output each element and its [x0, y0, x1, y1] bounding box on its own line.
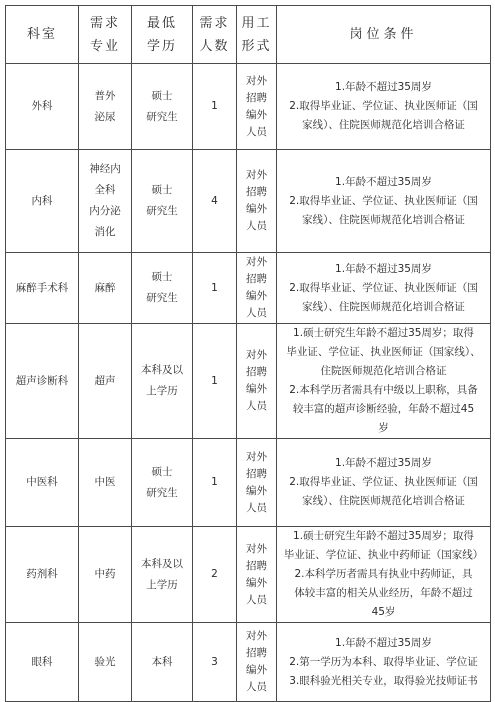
text-line: 内科 — [31, 194, 53, 207]
text-line: 2.取得毕业证、学位证、执业医师证（国 — [289, 100, 478, 112]
text-line: 2.本科学历者需具有执业中药师证，具 — [294, 568, 473, 580]
table-row — [6, 527, 491, 623]
text-line: 家线）、住院医师规范化培训合格证 — [302, 213, 465, 226]
text-line: 招聘 — [246, 366, 267, 378]
text-line: 1.年龄不超过35周岁 — [335, 457, 432, 469]
header-education — [132, 6, 193, 64]
text-line: 消化 — [94, 226, 116, 238]
text-line: 岁 — [378, 422, 389, 434]
text-line: 本科及以 — [141, 364, 183, 376]
text-line: 编外 — [246, 203, 267, 215]
text-line: 2.取得毕业证、学位证、执业医师证（国 — [289, 476, 478, 488]
conditions-cell — [277, 150, 491, 253]
header-row — [6, 6, 491, 64]
text-line: 普外 — [94, 89, 116, 102]
text-line: 对外 — [246, 74, 267, 87]
text-line: 1 — [211, 374, 218, 387]
text-line: 1.年龄不超过35周岁 — [335, 262, 432, 275]
conditions-cell — [277, 623, 491, 702]
text-line: 编外 — [246, 484, 267, 497]
conditions-cell — [277, 527, 491, 623]
text-line: 用工 — [241, 15, 272, 31]
text-line: 内分泌 — [89, 205, 121, 217]
major-cell — [79, 324, 132, 439]
text-line: 人员 — [246, 220, 267, 232]
text-line: 对外 — [246, 542, 267, 555]
text-line: 研究生 — [146, 205, 178, 217]
text-line: 硕士 — [151, 89, 173, 102]
table-row — [6, 439, 491, 527]
text-line: 全科 — [94, 184, 116, 196]
text-line: 麻醉 — [94, 281, 116, 294]
text-line: 硕士 — [151, 271, 173, 283]
text-line: 硕士 — [151, 465, 173, 478]
major-cell — [79, 623, 132, 702]
text-line: 招聘 — [246, 273, 267, 285]
text-line: 体较丰富的相关从业经历，年龄不超过 — [294, 587, 473, 599]
text-line: 较丰富的超声诊断经验，年龄不超过45 — [292, 403, 475, 415]
text-line: 编外 — [246, 664, 267, 676]
text-line: 人员 — [246, 501, 267, 514]
text-line: 研究生 — [146, 486, 178, 499]
text-line: 中药 — [94, 568, 116, 580]
text-line: 眼科 — [31, 655, 53, 668]
text-line: 2 — [211, 568, 218, 580]
text-line: 中医科 — [26, 476, 58, 488]
text-line: 招聘 — [246, 186, 267, 198]
education-cell — [132, 324, 193, 439]
text-line: 毕业证、学位证、执业中药师证（国家线） — [283, 549, 484, 561]
text-line: 编外 — [246, 108, 267, 121]
text-line: 科室 — [26, 27, 57, 42]
text-line: 上学历 — [146, 578, 178, 591]
count-cell — [193, 324, 237, 439]
text-line: 验光 — [94, 655, 116, 668]
text-line: 最低 — [146, 15, 177, 31]
text-line: 家线）、住院医师规范化培训合格证 — [302, 119, 465, 131]
text-line: 2.本科学历者需具有中级以上职称，具备 — [289, 384, 478, 396]
table-row — [6, 64, 491, 150]
education-cell — [132, 527, 193, 623]
text-line: 超声 — [94, 374, 116, 387]
text-line: 3 — [211, 655, 218, 668]
employment-form-cell — [237, 324, 277, 439]
conditions-cell — [277, 64, 491, 150]
text-line: 需求 — [89, 15, 120, 31]
conditions-cell — [277, 253, 491, 324]
text-line: 对外 — [246, 349, 267, 361]
major-cell — [79, 253, 132, 324]
education-cell — [132, 439, 193, 527]
text-line: 对外 — [246, 256, 267, 268]
major-cell — [79, 439, 132, 527]
text-line: 2.取得毕业证、学位证、执业医师证（国 — [289, 194, 478, 207]
text-line: 45岁 — [371, 606, 396, 618]
employment-form-cell — [237, 623, 277, 702]
text-line: 人员 — [246, 593, 267, 606]
text-line: 4 — [211, 194, 218, 207]
recruitment-table — [5, 5, 491, 702]
education-cell — [132, 253, 193, 324]
dept-cell — [6, 527, 79, 623]
text-line: 中医 — [94, 476, 116, 488]
text-line: 1 — [211, 476, 218, 488]
header-conditions — [277, 6, 491, 64]
text-line: 硕士 — [151, 184, 173, 196]
header-dept — [6, 6, 79, 64]
text-line: 1.硕士研究生年龄不超过35周岁；取得 — [293, 327, 474, 339]
text-line: 1.年龄不超过35周岁 — [335, 175, 432, 188]
text-line: 外科 — [31, 100, 53, 112]
count-cell — [193, 527, 237, 623]
text-line: 药剂科 — [26, 568, 58, 580]
text-line: 招聘 — [246, 559, 267, 572]
table-row — [6, 623, 491, 702]
text-line: 对外 — [246, 169, 267, 181]
table-row — [6, 253, 491, 324]
text-line: 对外 — [246, 630, 267, 642]
text-line: 2.取得毕业证、学位证、执业医师证（国 — [289, 281, 478, 294]
count-cell — [193, 623, 237, 702]
dept-cell — [6, 324, 79, 439]
text-line: 招聘 — [246, 467, 267, 480]
text-line: 上学历 — [146, 385, 178, 397]
employment-form-cell — [237, 253, 277, 324]
text-line: 人员 — [246, 400, 267, 412]
employment-form-cell — [237, 439, 277, 527]
text-line: 家线）、住院医师规范化培训合格证 — [302, 300, 465, 313]
conditions-cell — [277, 439, 491, 527]
text-line: 人员 — [246, 681, 267, 693]
education-cell — [132, 64, 193, 150]
table-row — [6, 324, 491, 439]
count-cell — [193, 150, 237, 253]
dept-cell — [6, 439, 79, 527]
text-line: 对外 — [246, 450, 267, 463]
text-line: 编外 — [246, 383, 267, 395]
text-line: 本科及以 — [141, 557, 183, 570]
recruitment-sheet — [5, 5, 491, 702]
header-count — [193, 6, 237, 64]
text-line: 人员 — [246, 125, 267, 138]
text-line: 神经内 — [89, 163, 121, 175]
text-line: 人数 — [199, 38, 230, 54]
text-line: 住院医师规范化培训合格证 — [320, 365, 447, 377]
employment-form-cell — [237, 150, 277, 253]
table-row — [6, 150, 491, 253]
text-line: 毕业证、学位证、执业医师证（国家线）、 — [286, 346, 481, 358]
header-major — [79, 6, 132, 64]
text-line: 岗位条件 — [349, 27, 418, 42]
major-cell — [79, 150, 132, 253]
text-line: 1 — [211, 100, 218, 112]
text-line: 超声诊断科 — [15, 374, 69, 387]
text-line: 学历 — [146, 38, 177, 54]
major-cell — [79, 527, 132, 623]
text-line: 泌尿 — [94, 110, 116, 123]
text-line: 1 — [211, 281, 218, 294]
text-line: 研究生 — [146, 292, 178, 304]
text-line: 需求 — [199, 15, 230, 31]
major-cell — [79, 64, 132, 150]
text-line: 麻醉手术科 — [15, 281, 69, 294]
count-cell — [193, 253, 237, 324]
text-line: 形式 — [241, 38, 272, 54]
text-line: 专业 — [89, 38, 120, 54]
header-employment-form — [237, 6, 277, 64]
count-cell — [193, 64, 237, 150]
dept-cell — [6, 253, 79, 324]
education-cell — [132, 150, 193, 253]
text-line: 1.年龄不超过35周岁 — [335, 81, 432, 93]
employment-form-cell — [237, 527, 277, 623]
text-line: 本科 — [151, 655, 173, 668]
text-line: 1.硕士研究生年龄不超过35周岁；取得 — [293, 530, 474, 542]
text-line: 家线）、住院医师规范化培训合格证 — [302, 495, 465, 507]
dept-cell — [6, 150, 79, 253]
conditions-cell — [277, 324, 491, 439]
text-line: 编外 — [246, 290, 267, 302]
text-line: 招聘 — [246, 91, 267, 104]
count-cell — [193, 439, 237, 527]
text-line: 编外 — [246, 576, 267, 589]
dept-cell — [6, 623, 79, 702]
text-line: 1.年龄不超过35周岁 — [335, 636, 432, 649]
employment-form-cell — [237, 64, 277, 150]
text-line: 招聘 — [246, 647, 267, 659]
education-cell — [132, 623, 193, 702]
text-line: 3.眼科验光相关专业，取得验光技师证书 — [289, 674, 478, 687]
dept-cell — [6, 64, 79, 150]
text-line: 2.第一学历为本科、取得毕业证、学位证 — [289, 655, 478, 668]
text-line: 研究生 — [146, 110, 178, 123]
text-line: 人员 — [246, 307, 267, 319]
